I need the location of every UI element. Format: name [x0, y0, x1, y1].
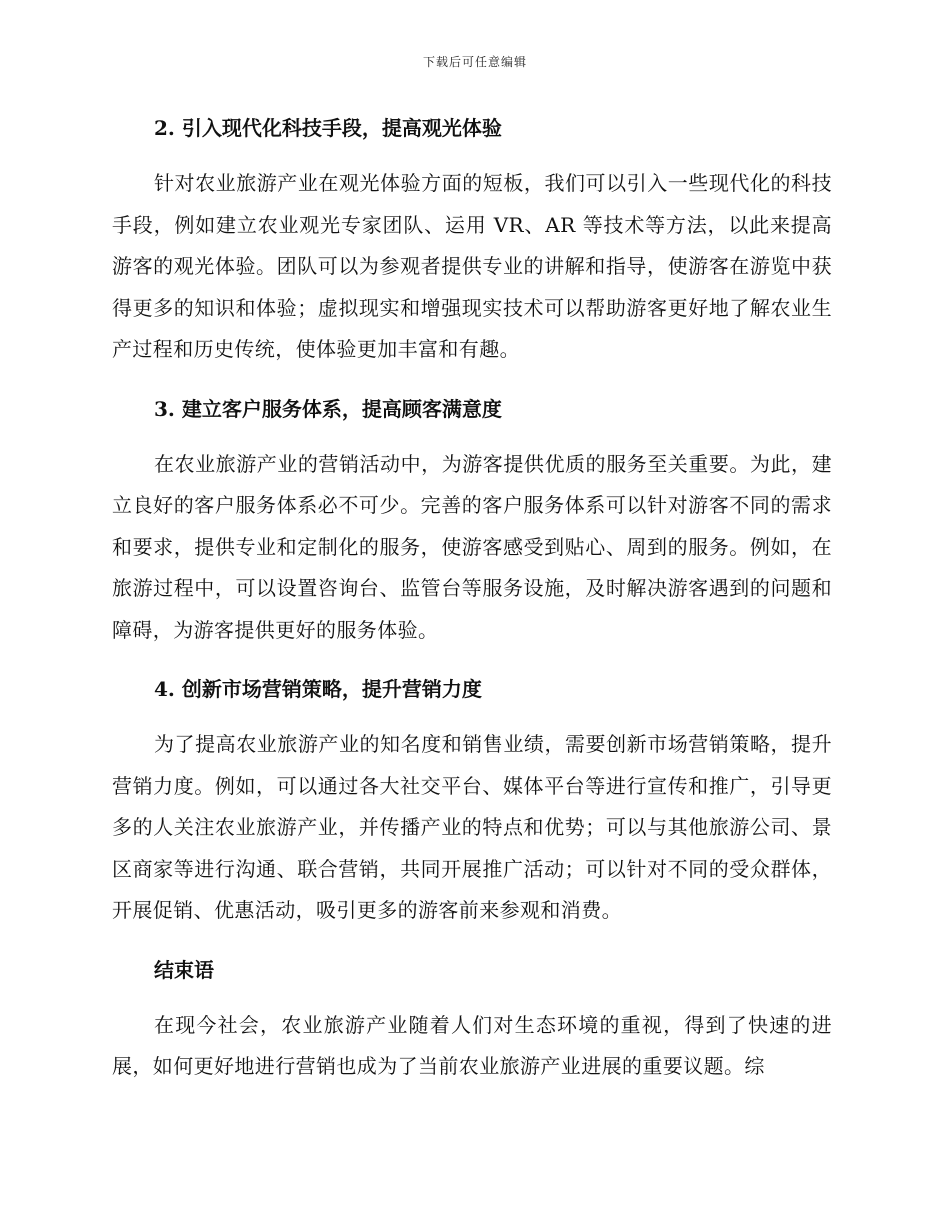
section-heading-4: 4. 创新市场营销策略，提升营销力度 [154, 677, 482, 701]
section-heading-3: 3. 建立客户服务体系，提高顾客满意度 [154, 396, 502, 421]
section-paragraph-2: 针对农业旅游产业在观光体验方面的短板，我们可以引入一些现代化的科技手段，例如建立农业观光专家团队、运用 VR、AR 等技术等方法，以此来提高游客的观光体验。团队可以为参观者提供专业的讲解和指导，使游客在游览中获得更多的知识和体验；虚拟现实和增强现实技术可以帮助游客更好地了解农业生产过程和历史传统，使体验更加丰富和有趣。 [112, 171, 832, 361]
section-heading-2: 2. 引入现代化科技手段，提高观光体验 [154, 116, 502, 140]
page-header-note: 下载后可任意编辑 [422, 55, 527, 69]
document-body [112, 108, 832, 1088]
section-paragraph-3: 在农业旅游产业的营销活动中，为游客提供优质的服务至关重要。为此，建立良好的客户服务体系必不可少。完善的客户服务体系可以针对游客不同的需求和要求，提供专业和定制化的服务，使游客感受到贴心、周到的服务。例如，在旅游过程中，可以设置咨询台、监管台等服务设施，及时解决游客遇到的问题和障碍，为游客提供更好的服务体验。 [112, 451, 832, 642]
conclusion-paragraph: 在现今社会，农业旅游产业随着人们对生态环境的重视，得到了快速的进展，如何更好地进行营销也成为了当前农业旅游产业进展的重要议题。综 [112, 1012, 832, 1078]
section-paragraph-4: 为了提高农业旅游产业的知名度和销售业绩，需要创新市场营销策略，提升营销力度。例如，可以通过各大社交平台、媒体平台等进行宣传和推广，引导更多的人关注农业旅游产业，并传播产业的特点和优势；可以与其他旅游公司、景区商家等进行沟通、联合营销，共同开展推广活动；可以针对不同的受众群体，开展促销、优惠活动，吸引更多的游客前来参观和消费。 [112, 732, 832, 922]
conclusion-heading: 结束语 [154, 957, 214, 982]
